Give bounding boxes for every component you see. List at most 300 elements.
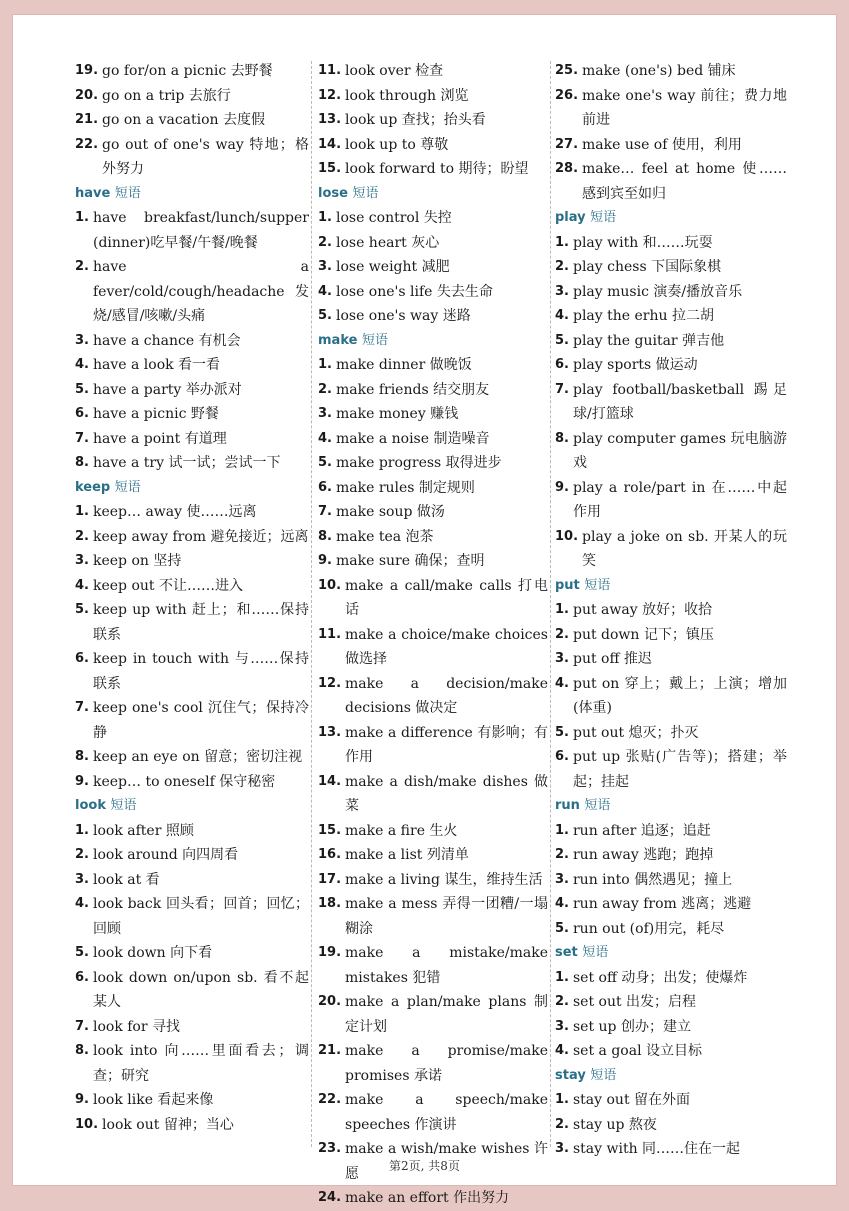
phrase-entry (75, 819, 309, 844)
entry-number: 18. (318, 896, 342, 911)
phrase-entry (555, 966, 787, 991)
entry-number: 4. (318, 430, 332, 446)
document-page (12, 14, 837, 1206)
entry-text: stay up 熬夜 (572, 1116, 657, 1133)
entry-number: 25. (555, 63, 579, 78)
entry-number: 8. (75, 749, 89, 764)
entry-number: 2. (75, 528, 89, 544)
phrase-entry (555, 353, 787, 378)
entry-text: have a try 试一试；尝试一下 (92, 455, 281, 471)
entry-number: 3. (75, 332, 89, 348)
entry-number: 2. (555, 626, 569, 642)
entry-number: 11. (318, 626, 342, 642)
phrase-entry (75, 1088, 309, 1113)
entry-number: 4. (318, 283, 332, 299)
entry-text: look out 留神；当心 (102, 1116, 234, 1133)
entry-text: look around 向四周看 (92, 847, 239, 863)
phrase-entry (75, 378, 309, 403)
entry-number: 2. (75, 847, 89, 862)
entry-number: 2. (555, 259, 569, 274)
entry-number: 2. (555, 1116, 569, 1132)
entry-text: make (one's) bed 铺床 (582, 63, 736, 79)
phrase-entry (555, 745, 787, 794)
section-heading (555, 941, 787, 966)
entry-text: look into 向……里面看去；调查；研究 (92, 1043, 309, 1084)
section-heading-label: 短语 (352, 185, 379, 201)
entry-text: play a joke on sb. 开某人的玩笑 (582, 528, 787, 569)
entry-text: make a mistake/make mistakes 犯错 (345, 945, 548, 986)
entry-text: keep on 坚持 (92, 553, 182, 569)
entry-text: set out 出发；启程 (572, 994, 697, 1010)
page-footer: 第2页, 共8页 (389, 1159, 460, 1173)
phrase-entry (555, 843, 787, 868)
phrase-entry (75, 1039, 309, 1088)
section-heading-word: run (555, 798, 580, 813)
phrase-entry (318, 770, 548, 819)
phrase-entry (555, 1088, 787, 1113)
entry-number: 3. (555, 1018, 569, 1034)
section-heading (75, 476, 309, 501)
phrase-entry (555, 819, 787, 844)
entry-number: 3. (75, 871, 89, 887)
entry-number: 13. (318, 724, 342, 740)
section-heading-word: set (555, 945, 578, 960)
column-right (555, 59, 787, 1162)
phrase-entry (75, 696, 309, 745)
entry-number: 1. (555, 1092, 569, 1107)
entry-number: 5. (555, 332, 569, 348)
phrase-entry (318, 1088, 548, 1137)
entry-number: 7. (555, 381, 569, 397)
entry-text: have a party 举办派对 (92, 381, 242, 398)
phrase-entry (555, 304, 787, 329)
entry-text: keep in touch with 与……保持联系 (92, 651, 309, 692)
phrase-entry (75, 59, 309, 84)
entry-number: 1. (555, 234, 569, 250)
entry-text: have breakfast/lunch/supper (dinner)吃早餐/午餐/晚餐 (92, 210, 309, 251)
phrase-entry (318, 255, 548, 280)
entry-number: 21. (75, 112, 99, 127)
column-left (75, 59, 309, 1137)
entry-number: 12. (318, 675, 342, 691)
entry-text: look down on/upon sb. 看不起某人 (92, 969, 309, 1010)
entry-text: set off 动身；出发；使爆炸 (572, 969, 748, 986)
entry-number: 27. (555, 136, 579, 152)
phrase-entry (555, 59, 787, 84)
entry-text: go on a trip 去旅行 (102, 87, 231, 104)
entry-number: 6. (75, 406, 89, 421)
entry-number: 1. (555, 602, 569, 617)
entry-number: 9. (75, 773, 89, 789)
entry-number: 3. (555, 283, 569, 299)
phrase-entry (75, 598, 309, 647)
entry-text: make money 赚钱 (335, 406, 459, 422)
section-heading (555, 1064, 787, 1089)
phrase-entry (555, 721, 787, 746)
entry-text: lose heart 灰心 (335, 234, 440, 251)
entry-number: 5. (75, 381, 89, 397)
column-middle (318, 59, 548, 1211)
entry-number: 7. (75, 1018, 89, 1034)
phrase-entry (75, 770, 309, 795)
phrase-entry (318, 476, 548, 501)
phrase-entry (318, 721, 548, 770)
phrase-entry (555, 892, 787, 917)
section-heading-label: 短语 (584, 577, 611, 593)
phrase-entry (318, 574, 548, 623)
phrase-entry (318, 231, 548, 256)
entry-text: play with 和……玩耍 (572, 234, 713, 251)
entry-text: make dinner 做晚饭 (335, 357, 472, 373)
entry-text: play computer games 玩电脑游戏 (572, 430, 787, 471)
entry-text: set up 创办；建立 (572, 1018, 691, 1035)
phrase-entry (75, 500, 309, 525)
entry-text: make a plan/make plans 制定计划 (345, 994, 548, 1035)
phrase-entry (555, 672, 787, 721)
entry-text: play the guitar 弹吉他 (572, 332, 725, 349)
entry-number: 7. (318, 504, 332, 519)
entry-number: 24. (318, 1190, 342, 1205)
entry-number: 4. (555, 675, 569, 691)
entry-text: lose one's life 失去生命 (335, 283, 493, 300)
entry-number: 1. (318, 357, 332, 372)
entry-text: go out of one's way 特地；格外努力 (102, 136, 309, 177)
section-heading-word: play (555, 210, 586, 225)
entry-number: 4. (555, 1043, 569, 1058)
entry-text: lose control 失控 (335, 210, 452, 226)
entry-text: stay with 同……住在一起 (572, 1141, 741, 1157)
entry-text: play the erhu 拉二胡 (572, 308, 714, 324)
phrase-entry (75, 451, 309, 476)
entry-number: 3. (318, 259, 332, 274)
entry-text: have a fever/cold/cough/headache 发烧/感冒/咳嗽/头痛 (92, 259, 309, 324)
phrase-entry (318, 892, 548, 941)
section-heading-label: 短语 (584, 798, 611, 813)
entry-text: play football/basketball 踢足球/打篮球 (572, 381, 787, 422)
entry-number: 11. (318, 63, 342, 78)
phrase-entry (318, 1186, 548, 1211)
phrase-entry (555, 157, 787, 206)
phrase-entry (318, 451, 548, 476)
phrase-entry (75, 402, 309, 427)
entry-text: run out (of)用完，耗尽 (572, 920, 725, 937)
phrase-entry (318, 819, 548, 844)
entry-number: 6. (555, 749, 569, 764)
phrase-entry (318, 990, 548, 1039)
section-heading (318, 329, 548, 354)
phrase-entry (555, 476, 787, 525)
phrase-entry (75, 892, 309, 941)
entry-number: 28. (555, 161, 579, 176)
phrase-entry (75, 329, 309, 354)
phrase-entry (555, 525, 787, 574)
entry-text: put off 推迟 (572, 651, 652, 667)
entry-text: look like 看起来像 (92, 1092, 214, 1108)
section-heading-word: stay (555, 1067, 586, 1083)
section-heading-label: 短语 (590, 210, 617, 225)
section-heading (555, 206, 787, 231)
phrase-entry (75, 574, 309, 599)
section-heading-label: 短语 (114, 479, 141, 495)
entry-number: 4. (555, 896, 569, 911)
entry-number: 2. (318, 381, 332, 397)
entry-text: make friends 结交朋友 (335, 381, 490, 398)
entry-text: put down 记下；镇压 (572, 626, 714, 643)
entry-text: run into 偶然遇见；撞上 (572, 871, 733, 888)
phrase-entry (318, 427, 548, 452)
entry-text: make a wish/make wishes 许愿 (345, 1141, 548, 1182)
entry-number: 10. (555, 528, 579, 544)
entry-text: put out 熄灭；扑灭 (572, 724, 699, 741)
entry-text: keep up with 赶上；和……保持联系 (92, 602, 309, 643)
entry-number: 3. (555, 1141, 569, 1156)
entry-number: 6. (318, 479, 332, 495)
entry-number: 2. (555, 847, 569, 862)
entry-text: look forward to 期待；盼望 (345, 161, 529, 177)
phrase-entry (318, 59, 548, 84)
phrase-entry (555, 1015, 787, 1040)
phrase-entry (555, 990, 787, 1015)
phrase-entry (555, 623, 787, 648)
phrase-entry (555, 280, 787, 305)
entry-text: look up to 尊敬 (345, 136, 449, 153)
phrase-entry (75, 549, 309, 574)
entry-text: lose weight 减肥 (335, 259, 450, 275)
entry-text: make tea 泡茶 (335, 528, 434, 545)
column-divider (550, 61, 551, 1147)
entry-number: 1. (75, 504, 89, 519)
phrase-entry (555, 598, 787, 623)
entry-text: keep… to oneself 保守秘密 (92, 773, 276, 790)
entry-text: look after 照顾 (92, 822, 194, 839)
phrase-entry (75, 427, 309, 452)
phrase-entry (318, 206, 548, 231)
entry-text: make progress 取得进步 (335, 455, 502, 471)
entry-number: 12. (318, 87, 342, 103)
phrase-entry (75, 1113, 309, 1138)
entry-number: 22. (75, 136, 99, 152)
phrase-entry (318, 280, 548, 305)
entry-text: make a difference 有影响；有作用 (345, 724, 548, 765)
entry-text: make a promise/make promises 承诺 (345, 1043, 548, 1084)
phrase-entry (318, 133, 548, 158)
entry-number: 6. (75, 969, 89, 985)
entry-text: make a decision/make decisions 做决定 (345, 675, 548, 716)
entry-number: 21. (318, 1043, 342, 1058)
entry-text: have a look 看一看 (92, 357, 221, 373)
entry-text: put away 放好；收拾 (572, 602, 713, 618)
phrase-entry (318, 941, 548, 990)
entry-text: run away from 逃离；逃避 (572, 896, 752, 912)
phrase-entry (318, 157, 548, 182)
entry-text: make a mess 弄得一团糟/一塌糊涂 (345, 896, 548, 937)
entry-number: 14. (318, 773, 342, 789)
phrase-entry (555, 255, 787, 280)
phrase-entry (318, 353, 548, 378)
entry-text: make a fire 生火 (345, 822, 458, 839)
entry-number: 1. (555, 969, 569, 985)
entry-text: make soup 做汤 (335, 504, 445, 520)
entry-number: 5. (555, 724, 569, 740)
phrase-entry (318, 868, 548, 893)
entry-number: 13. (318, 112, 342, 127)
phrase-entry (75, 255, 309, 329)
entry-number: 7. (75, 430, 89, 446)
entry-number: 23. (318, 1141, 342, 1156)
entry-text: put on 穿上；戴上；上演；增加(体重) (572, 675, 787, 716)
entry-number: 3. (75, 553, 89, 568)
section-heading (318, 182, 548, 207)
phrase-entry (75, 843, 309, 868)
entry-number: 1. (75, 822, 89, 838)
section-heading-label: 短语 (361, 332, 388, 348)
phrase-entry (318, 108, 548, 133)
entry-number: 8. (75, 1043, 89, 1058)
section-heading (75, 182, 309, 207)
entry-text: make a list 列清单 (345, 847, 469, 863)
phrase-entry (318, 500, 548, 525)
entry-number: 15. (318, 822, 342, 838)
entry-number: 9. (555, 479, 569, 495)
phrase-entry (555, 84, 787, 133)
phrase-entry (555, 329, 787, 354)
entry-number: 5. (75, 945, 89, 960)
phrase-entry (555, 427, 787, 476)
entry-text: make a living 谋生，维持生活 (345, 871, 543, 888)
entry-text: go for/on a picnic 去野餐 (102, 63, 273, 79)
entry-text: keep out 不让……进入 (92, 577, 243, 594)
entry-text: make… feel at home 使……感到宾至如归 (582, 161, 787, 202)
entry-number: 1. (555, 822, 569, 838)
entry-text: look at 看 (92, 871, 160, 888)
entry-number: 4. (75, 357, 89, 372)
phrase-entry (555, 647, 787, 672)
entry-text: set a goal 设立目标 (572, 1043, 702, 1059)
entry-text: make use of 使用，利用 (582, 136, 742, 153)
section-heading-label: 短语 (110, 798, 137, 813)
section-heading (555, 574, 787, 599)
entry-text: look through 浏览 (345, 87, 469, 104)
phrase-entry (75, 353, 309, 378)
entry-number: 8. (318, 528, 332, 544)
entry-number: 2. (318, 234, 332, 250)
entry-number: 17. (318, 871, 342, 887)
section-heading-label: 短语 (590, 1067, 617, 1083)
entry-number: 22. (318, 1092, 342, 1107)
entry-text: keep an eye on 留意；密切注视 (92, 749, 303, 765)
entry-text: look up 查找；抬头看 (345, 112, 486, 128)
entry-number: 6. (555, 357, 569, 372)
entry-text: make sure 确保；查明 (335, 553, 485, 569)
entry-number: 19. (318, 945, 342, 960)
entry-number: 15. (318, 161, 342, 176)
entry-number: 20. (75, 87, 99, 103)
phrase-entry (555, 917, 787, 942)
phrase-entry (318, 378, 548, 403)
entry-text: have a picnic 野餐 (92, 406, 219, 422)
entry-text: make an effort 作出努力 (345, 1190, 510, 1206)
entry-number: 1. (75, 210, 89, 225)
phrase-entry (318, 1039, 548, 1088)
entry-text: stay out 留在外面 (572, 1092, 691, 1108)
phrase-entry (318, 623, 548, 672)
phrase-entry (75, 745, 309, 770)
section-heading-label: 短语 (114, 185, 141, 201)
entry-text: play chess 下国际象棋 (572, 259, 722, 275)
phrase-entry (555, 378, 787, 427)
phrase-entry (75, 108, 309, 133)
column-divider (311, 61, 312, 1147)
entry-number: 5. (75, 602, 89, 617)
entry-text: go on a vacation 去度假 (102, 112, 266, 128)
entry-text: play a role/part in 在……中起作用 (572, 479, 787, 520)
entry-number: 2. (75, 259, 89, 274)
entry-number: 10. (318, 577, 342, 593)
phrase-entry (555, 1039, 787, 1064)
phrase-entry (75, 84, 309, 109)
entry-text: make rules 制定规则 (335, 479, 475, 496)
entry-number: 6. (75, 651, 89, 666)
entry-number: 5. (318, 308, 332, 323)
entry-number: 3. (555, 651, 569, 666)
entry-text: make one's way 前往；费力地前进 (582, 87, 787, 128)
entry-text: make a dish/make dishes 做菜 (345, 773, 548, 814)
entry-number: 4. (75, 896, 89, 911)
section-heading-word: look (75, 798, 106, 813)
phrase-entry (318, 843, 548, 868)
entry-text: have a chance 有机会 (92, 332, 241, 349)
entry-number: 4. (75, 577, 89, 593)
entry-number: 2. (555, 994, 569, 1009)
phrase-entry (318, 549, 548, 574)
entry-number: 20. (318, 994, 342, 1009)
entry-number: 9. (75, 1092, 89, 1107)
phrase-entry (555, 868, 787, 893)
phrase-entry (75, 206, 309, 255)
entry-number: 10. (75, 1116, 99, 1132)
entry-number: 5. (555, 920, 569, 936)
entry-text: make a speech/make speeches 作演讲 (345, 1092, 548, 1133)
section-heading-word: lose (318, 185, 348, 201)
phrase-entry (318, 402, 548, 427)
phrase-entry (318, 84, 548, 109)
entry-number: 7. (75, 700, 89, 715)
entry-text: make a choice/make choices 做选择 (345, 626, 548, 667)
phrase-entry (75, 966, 309, 1015)
entry-number: 3. (318, 406, 332, 421)
section-heading-word: make (318, 332, 358, 348)
entry-number: 5. (318, 455, 332, 470)
entry-text: run after 追逐；追赶 (572, 822, 711, 839)
entry-number: 8. (75, 455, 89, 470)
section-heading-word: put (555, 577, 580, 593)
phrase-entry (318, 304, 548, 329)
entry-number: 3. (555, 871, 569, 887)
phrase-entry (555, 1113, 787, 1138)
entry-text: lose one's way 迷路 (335, 308, 471, 324)
phrase-entry (75, 1015, 309, 1040)
entry-number: 4. (555, 308, 569, 323)
entry-number: 9. (318, 553, 332, 568)
entry-text: play sports 做运动 (572, 357, 698, 373)
section-heading (75, 794, 309, 819)
section-heading (555, 794, 787, 819)
entry-number: 8. (555, 430, 569, 446)
section-heading-label: 短语 (582, 945, 609, 960)
entry-text: look over 检查 (345, 63, 444, 79)
entry-text: run away 逃跑；跑掉 (572, 847, 714, 863)
phrase-entry (75, 868, 309, 893)
